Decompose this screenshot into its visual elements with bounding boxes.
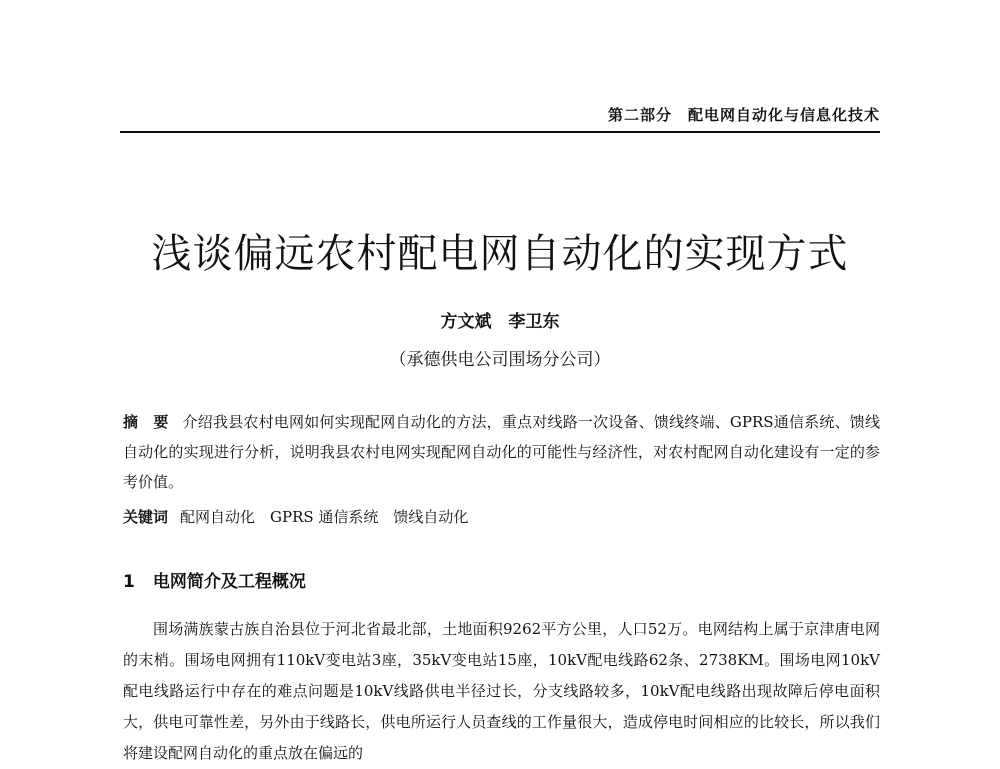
section-number: 1 — [123, 572, 135, 592]
section-title: 电网简介及工程概况 — [152, 572, 306, 592]
keywords-label: 关键词 — [123, 508, 169, 526]
abstract-text: 介绍我县农村电网如何实现配网自动化的方法，重点对线路一次设备、馈线终端、GPRS通信系统、馈线自动化的实现进行分析，说明我县农村电网实现配网自动化的可能性与经济性，对农村配网自动化建设有一定的参考价值。 — [123, 413, 880, 491]
keywords — [123, 504, 880, 530]
affiliation: （承德供电公司围场分公司） — [389, 350, 611, 370]
abstract — [123, 407, 880, 497]
authors: 方文斌 李卫东 — [440, 312, 560, 332]
section-heading — [123, 567, 880, 592]
running-header: 第二部分 配电网自动化与信息化技术 — [607, 106, 880, 124]
header-rule — [120, 131, 880, 133]
paper-title: 浅谈偏远农村配电网自动化的实现方式 — [151, 231, 849, 277]
body-paragraph: 围场满族蒙古族自治县位于河北省最北部，土地面积9262平方公里，人口52万。电网结构上属于京津唐电网的末梢。围场电网拥有110kV变电站3座，35kV变电站15座，10kV配电线路62条、2738KM。围场电网10kV配电线路运行中存在的难点问题是10kV线路供电半径过长，分支线路较多，10kV配电线路出现故障后停电面积大，供电可靠性差，另外由于线路长，供电所运行人员查线的工作量很大，造成停电时间相应的比较长，所以我们将建设配网自动化的重点放在偏远的 — [123, 620, 880, 762]
abstract-label: 摘 要 — [123, 413, 169, 431]
keywords-text: 配网自动化 GPRS 通信系统 馈线自动化 — [180, 508, 469, 526]
